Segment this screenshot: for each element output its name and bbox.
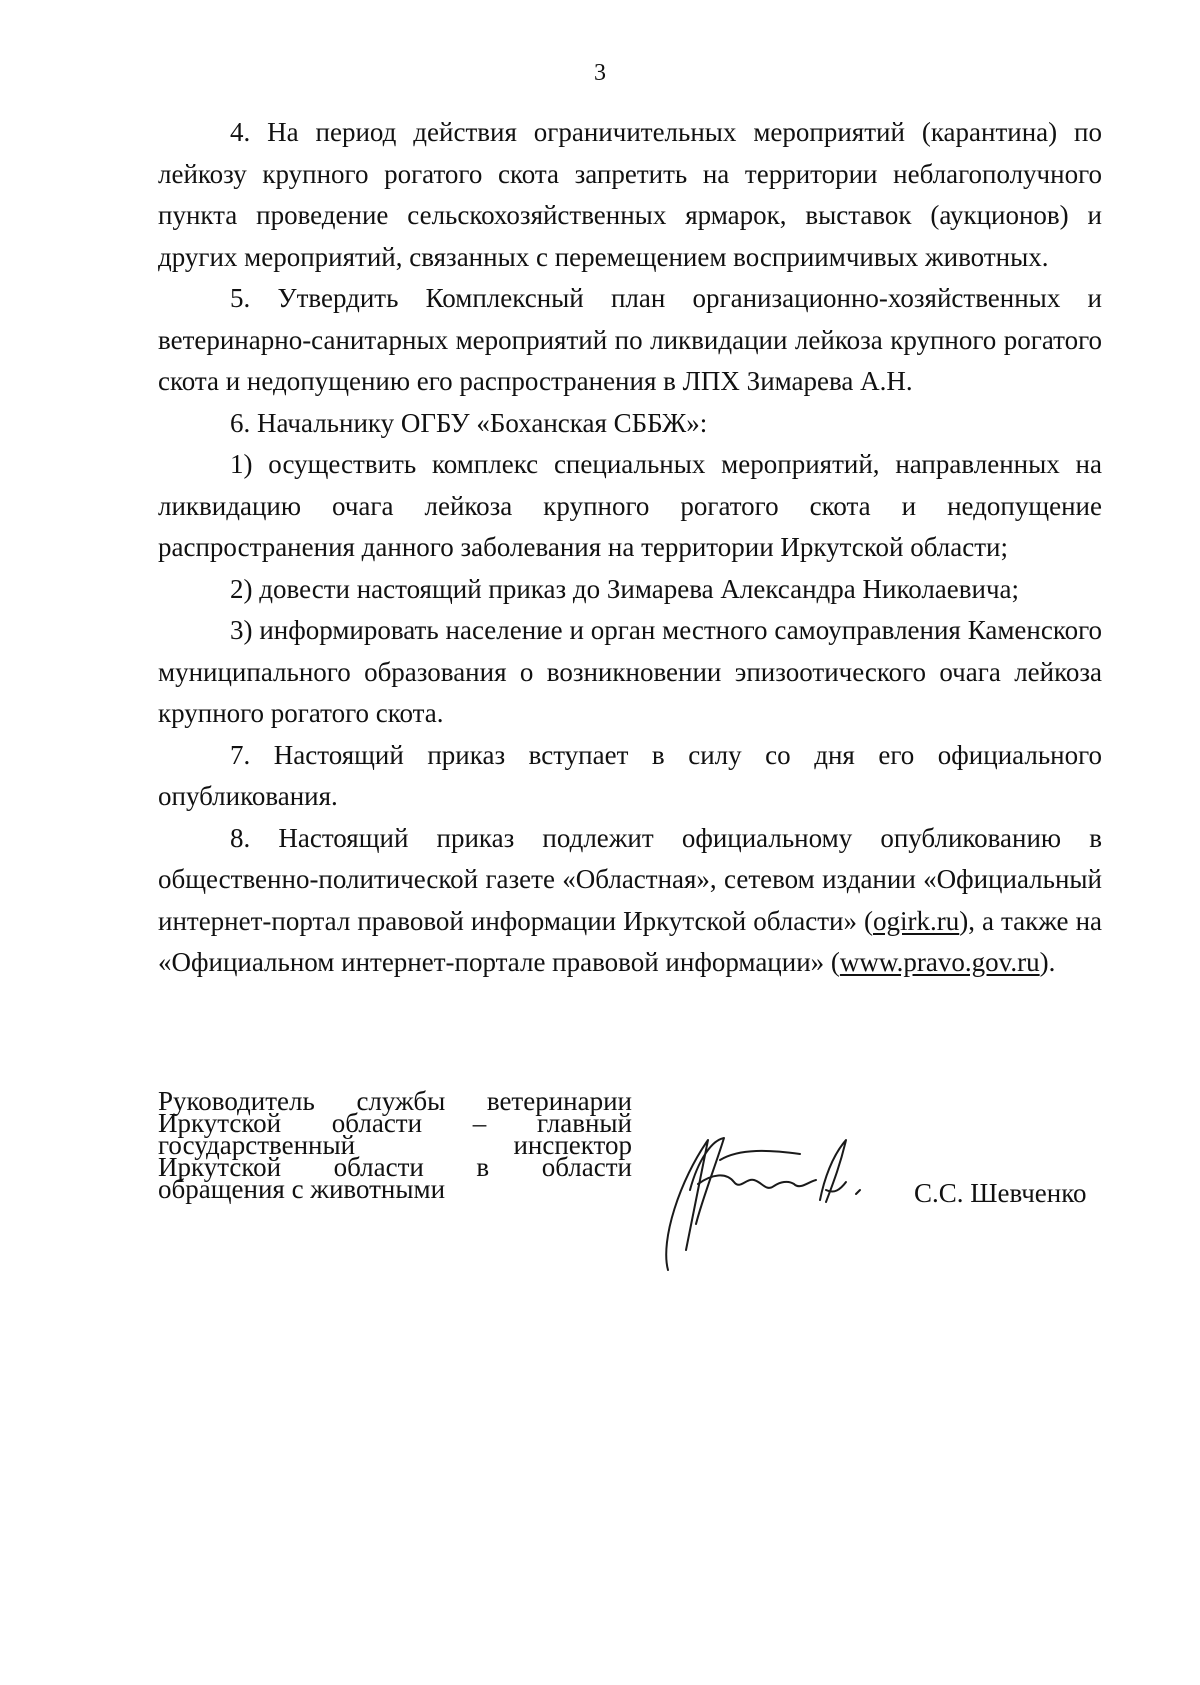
paragraph-8-text-c: ). — [1039, 947, 1056, 977]
ogirk-link[interactable]: ogirk.ru — [873, 905, 960, 936]
pravo-link[interactable]: www.pravo.gov.ru — [839, 947, 1040, 977]
paragraph-6: 6. Начальнику ОГБУ «Боханская СББЖ»: — [230, 407, 708, 438]
signatory-title-line: государственный инспектор — [158, 1130, 632, 1160]
paragraph-4: 4. На период действия ограничительных мероприятий (карантина) по лейкозу крупного рогатого скота запретить на территории неблагополучного пункта проведение сельскохозяйственных ярмарок, выставок (аукционов) и других мероприятий, связанных с перемещением восприимчивых животных. — [158, 117, 1102, 272]
signatory-title-line: Иркутской области в области — [158, 1152, 632, 1182]
paragraph-6-item-3: 3) информировать население и орган местного самоуправления Каменского муниципального образования о возникновении эпизоотического очага лейкоза крупного рогатого скота. — [158, 615, 1102, 728]
paragraph-6-item-2: 2) довести настоящий приказ до Зимарева Александра Николаевича; — [230, 573, 1020, 604]
paragraph-7: 7. Настоящий приказ вступает в силу со дня его официального опубликования. — [158, 739, 1102, 811]
paragraph-8-text-b: ), а также на «Официальном интернет-портале правовой информации» ( — [158, 905, 1102, 977]
signatory-title-line: Руководитель службы ветеринарии — [158, 1086, 632, 1116]
signer-name: С.С. Шевченко — [914, 1178, 1087, 1208]
paragraph-5: 5. Утвердить Комплексный план организационно-хозяйственных и ветеринарно-санитарных мероприятий по ликвидации лейкоза крупного рогатого скота и недопущению его распространения в ЛПХ Зимарева А.Н. — [158, 283, 1102, 396]
signatory-title — [158, 1086, 632, 1204]
paragraph-6-item-1: 1) осуществить комплекс специальных мероприятий, направленных на ликвидацию очага лейкоза крупного рогатого скота и недопущение распространения данного заболевания на территории Иркутской области; — [158, 449, 1102, 562]
document-body — [158, 112, 1102, 984]
page-number: 3 — [594, 60, 606, 86]
signatory-title-line: обращения с животными — [158, 1174, 446, 1204]
signatory-title-line: Иркутской области – главный — [158, 1108, 632, 1138]
paragraph-8 — [158, 818, 1102, 984]
handwritten-signature — [650, 1120, 900, 1280]
paragraph-8-text-a: 8. Настоящий приказ подлежит официальному опубликованию в общественно-политической газете «Областная», сетевом издании «Официальный интернет-портал правовой информации Иркутской области» ( — [158, 822, 1102, 936]
